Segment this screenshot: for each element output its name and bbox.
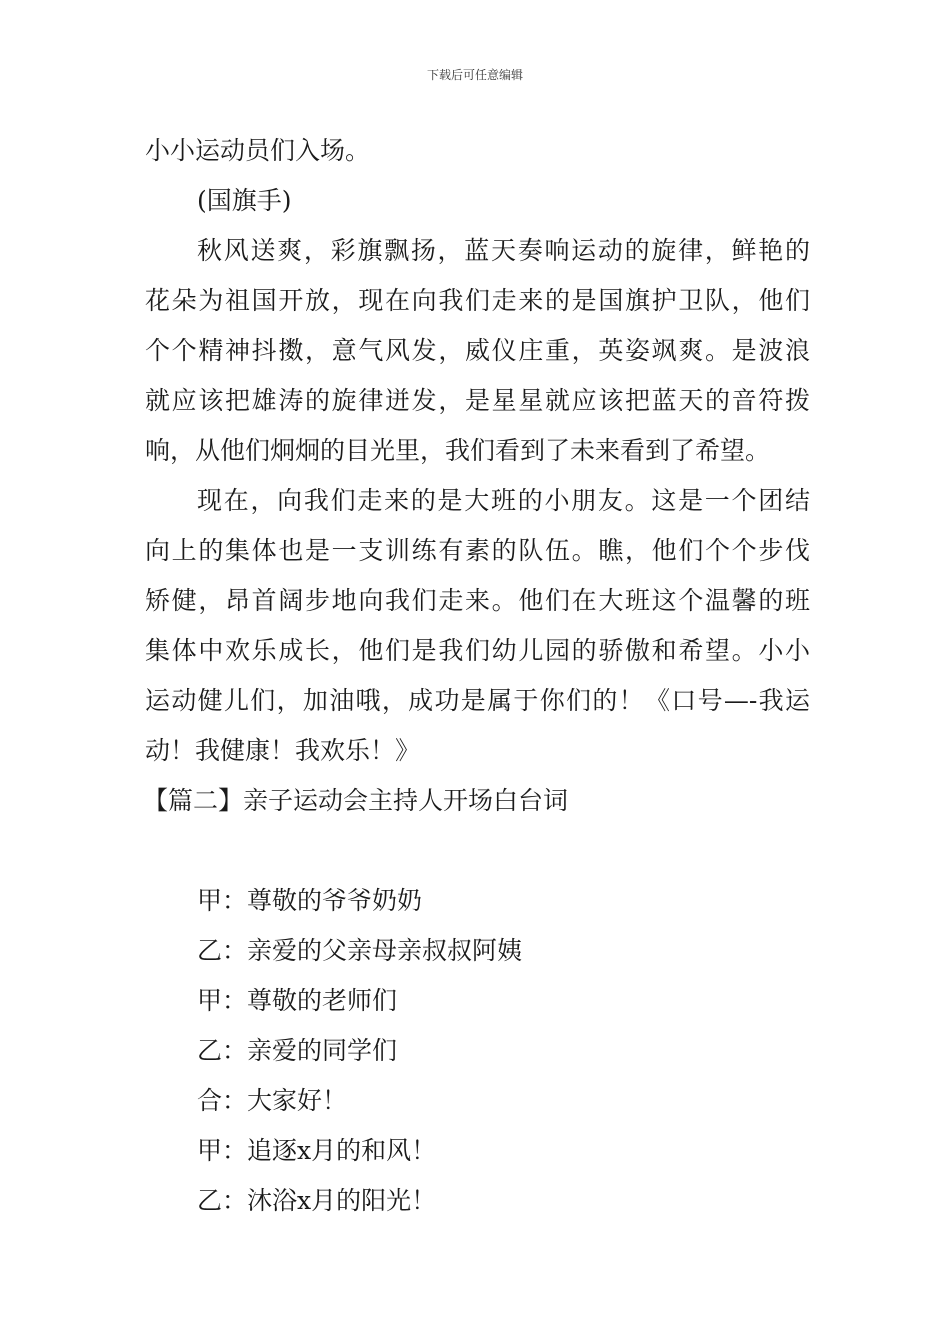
- dialogue-line: 甲：尊敬的爷爷奶奶: [197, 886, 423, 915]
- dialogue-line: 乙：亲爱的同学们: [197, 1036, 398, 1065]
- text-line: 向上的集体也是一支训练有素的队伍。瞧，他们个个步伐: [145, 536, 810, 565]
- dialogue-line: 乙：沐浴x月的阳光！: [197, 1186, 437, 1215]
- text-line: 现在，向我们走来的是大班的小朋友。这是一个团结: [197, 486, 810, 515]
- text-line: 响，从他们炯炯的目光里，我们看到了未来看到了希望。: [145, 436, 771, 465]
- dialogue-list: [145, 876, 810, 1226]
- text-line: 运动健儿们，加油哦，成功是属于你们的！《口号—-我运: [145, 686, 810, 715]
- dialogue-line: 甲：追逐x月的和风！: [197, 1136, 437, 1165]
- paragraph-senior-class: [145, 476, 810, 776]
- text-line: 就应该把雄涛的旋律迸发，是星星就应该把蓝天的音符拨: [145, 386, 810, 415]
- section-title: 【篇二】亲子运动会主持人开场白台词: [143, 786, 569, 815]
- dialogue-line: 甲：尊敬的老师们: [197, 986, 398, 1015]
- paragraph-entrance: 小小运动员们入场。: [145, 136, 371, 165]
- text-line: 个个精神抖擞，意气风发，威仪庄重，英姿飒爽。是波浪: [145, 336, 810, 365]
- page-header: 下载后可任意编辑: [426, 68, 523, 82]
- blank-gap: [145, 826, 810, 876]
- text-line: 花朵为祖国开放，现在向我们走来的是国旗护卫队，他们: [145, 286, 810, 315]
- text-line: 秋风送爽，彩旗飘扬，蓝天奏响运动的旋律，鲜艳的: [197, 236, 810, 265]
- text-line: 集体中欢乐成长，他们是我们幼儿园的骄傲和希望。小小: [145, 636, 810, 665]
- document-body: [145, 126, 810, 1226]
- dialogue-line: 乙：亲爱的父亲母亲叔叔阿姨: [197, 936, 523, 965]
- text-line: 矫健，昂首阔步地向我们走来。他们在大班这个温馨的班: [145, 586, 810, 615]
- text-line: 动！我健康！我欢乐！》: [145, 736, 421, 765]
- dialogue-line: 合：大家好！: [197, 1086, 348, 1115]
- paragraph-flag-guard: [145, 226, 810, 476]
- paragraph-flag-bearers: (国旗手): [197, 186, 292, 215]
